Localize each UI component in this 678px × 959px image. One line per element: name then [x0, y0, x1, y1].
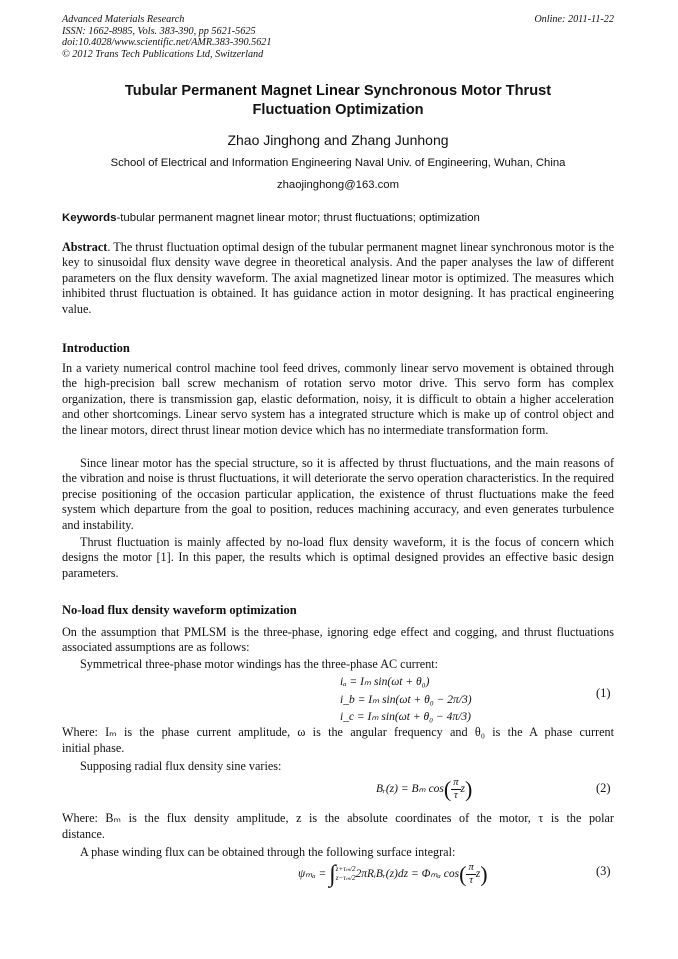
keywords-label: Keywords	[62, 212, 117, 224]
journal-header	[62, 14, 271, 60]
intro-paragraph-1: In a variety numerical control machine tool feed drives, commonly linear servo movement is obtained through the high-precision ball screw mechanism of rotation servo motor drive. This servo form has complex organization, there is transmission gap, elastic deformation, noisy, it is difficult to obtain a higher acceleration and other shortcomings. Linear servo system has a integrated structure which is make up of control object and the linear motors, direct thrust linear motion device which has no intermediate transformation form.	[62, 361, 614, 437]
affiliation: School of Electrical and Information Engineering Naval Univ. of Engineering, Wuhan, China	[110, 157, 566, 169]
authors: Zhao Jinghong and Zhang Junhong	[227, 132, 449, 148]
journal-name: Advanced Materials Research	[62, 14, 185, 25]
equation-3-variable: z	[475, 868, 481, 880]
keywords-text: -tubular permanent magnet linear motor; thrust fluctuations; optimization	[116, 212, 480, 224]
where-2-line-2: distance.	[62, 827, 105, 841]
equation-3-upper-limit: z+τₘ/2	[335, 865, 356, 874]
equation-2-fraction	[451, 777, 460, 802]
where-1-line-2: initial phase.	[62, 741, 125, 755]
paper-title-line2: Fluctuation Optimization	[252, 102, 424, 118]
equation-3-lower-limit: z−τₘ/2	[335, 874, 356, 883]
paper-title	[62, 82, 614, 120]
where-1-line-1: Where: Iₘ is the phase current amplitude, ω is the angular frequency and θ₀ is the A phase current	[62, 725, 614, 739]
equation-3-fraction	[466, 862, 475, 887]
equation-3-numerator: π	[468, 861, 474, 873]
section2-paragraph-4: A phase winding flux can be obtained through the following surface integral:	[80, 845, 456, 859]
author-email[interactable]: zhaojinghong@163.com	[276, 179, 399, 191]
intro-heading: Introduction	[62, 341, 130, 355]
equation-1	[340, 674, 472, 727]
equation-1-ib: i_b = Iₘ sin(ωt + θ₀ − 2π/3)	[340, 693, 472, 706]
equation-3-body: 2πRᵢBᵣ(z)dz = Φₘₐ cos	[355, 868, 460, 880]
abstract	[62, 240, 614, 317]
equation-2-lhs: Bᵣ(z) = Bₘ cos	[376, 783, 444, 795]
online-date: Online: 2011-11-22	[534, 14, 614, 25]
equation-3-lhs: ψₘₐ =	[298, 868, 330, 880]
equation-3-denominator: τ	[469, 874, 473, 886]
abstract-label: Abstract	[62, 240, 108, 254]
equation-1-ic: i_c = Iₘ sin(ωt + θ₀ − 4π/3)	[340, 711, 471, 723]
equation-3-limits	[336, 865, 356, 883]
equation-1-number: (1)	[596, 686, 611, 700]
section2-paragraph-1: On the assumption that PMLSM is the three-phase, ignoring edge effect and cogging, and thrust fluctuations associated assumptions are as follows:	[62, 625, 614, 655]
intro-paragraph-2: Since linear motor has the special structure, so it is affected by thrust fluctuations, and the main reasons of the vibration and noise is thrust fluctuations, it will deteriorate the servo operation characteristics. In the required precise positioning of the occasion particular application, the existence of thrust fluctuations make the feed system which departure from the goal to position, reduces machining accuracy, and even generates turbulence and instability.	[62, 456, 614, 532]
keywords	[62, 212, 480, 224]
where-2-line-1: Where: Bₘ is the flux density amplitude, z is the absolute coordinates of the motor, τ is the polar	[62, 811, 614, 825]
issn-line: ISSN: 1662-8985, Vols. 383-390, pp 5621-5625	[62, 25, 256, 37]
equation-2-denominator: τ	[453, 789, 458, 801]
equation-3: ψₘₐ = ∫ z+τₘ/2 z−τₘ/2 2πRᵢBᵣ(z)dz = Φₘₐ cos( $\frac{\pi}{\tau}$ z)	[298, 861, 488, 888]
intro-paragraph-3: Thrust fluctuation is mainly affected by no-load flux density waveform, it is the focus of concern which designs the motor [1]. In this paper, the results which is optimal designed provides an effective basic design parameters.	[62, 535, 614, 580]
section2-paragraph-2: Symmetrical three-phase motor windings has the three-phase AC current:	[80, 657, 439, 671]
equation-3-number: (3)	[596, 864, 611, 878]
equation-1-ia: iₐ = Iₘ sin(ωt + θ₀)	[340, 676, 430, 688]
abstract-text: . The thrust fluctuation optimal design of the tubular permanent magnet linear synchronous motor is the key to sinusoidal flux density wave degree in theoretical analysis. And the paper analyses the law of different parameters on the flux density waveform. The axial magnetized linear motor is optimized. The measures which inhibited thrust fluctuation is obtained. It has guidance action in motor designing. It has practical engineering value.	[62, 240, 614, 316]
copyright-line: © 2012 Trans Tech Publications Ltd, Switzerland	[62, 48, 264, 60]
equation-2-variable: z	[460, 783, 465, 795]
equation-2: Bᵣ(z) = Bₘ cos( $\frac{\pi}{\tau}$ z)	[376, 776, 473, 802]
section2-heading: No-load flux density waveform optimization	[62, 603, 297, 617]
equation-2-numerator: π	[453, 776, 459, 788]
paper-title-line1: Tubular Permanent Magnet Linear Synchronous Motor Thrust	[124, 83, 552, 99]
doi-line: doi:10.4028/www.scientific.net/AMR.383-390.5621	[62, 37, 272, 48]
equation-2-number: (2)	[596, 781, 611, 795]
section2-paragraph-3: Supposing radial flux density sine varies:	[80, 759, 282, 773]
